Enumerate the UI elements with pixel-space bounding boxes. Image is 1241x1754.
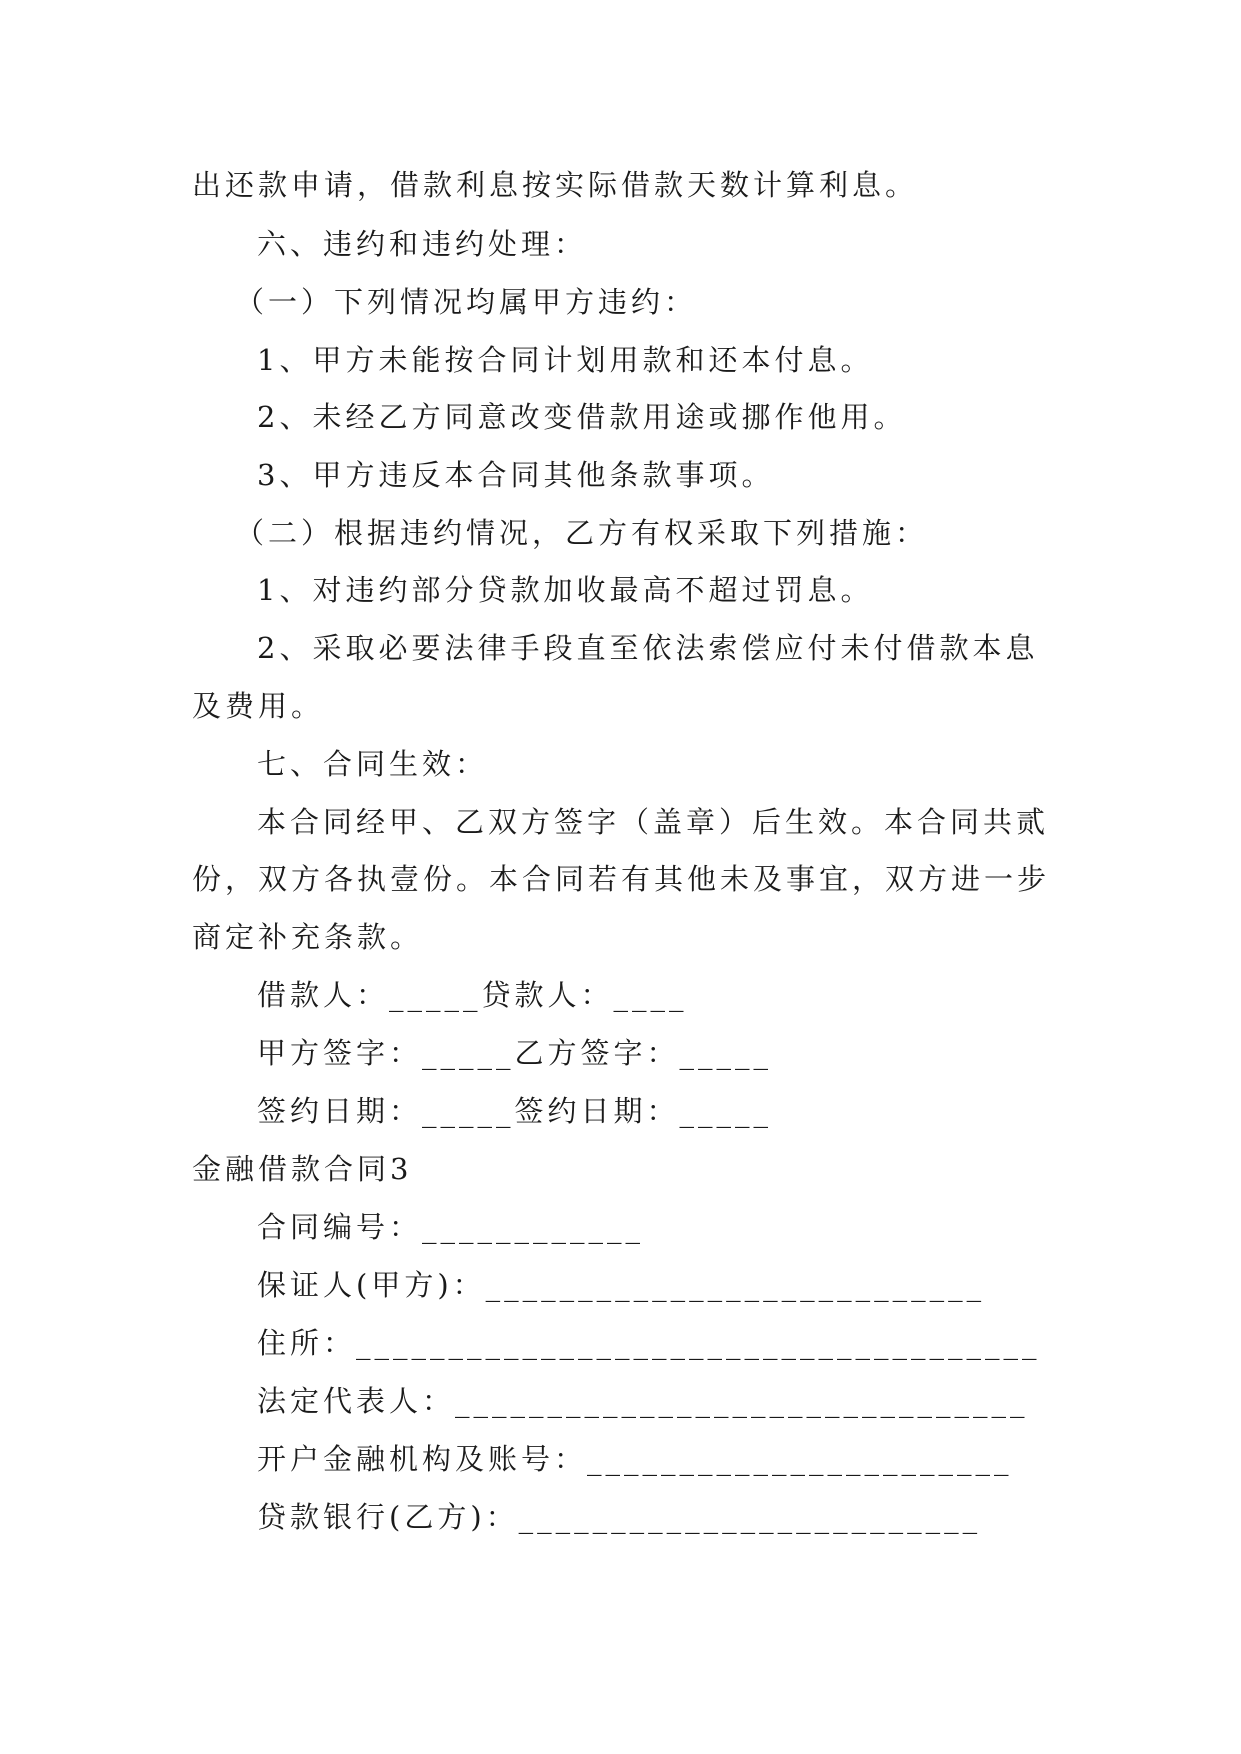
list-item: 2、采取必要法律手段直至依法索偿应付未付借款本息	[257, 631, 1039, 665]
list-item: 2、未经乙方同意改变借款用途或挪作他用。	[257, 400, 907, 434]
paragraph-line: 份，双方各执壹份。本合同若有其他未及事宜，双方进一步	[192, 862, 1051, 896]
paragraph-line: 及费用。	[192, 689, 325, 723]
signature-line-parties: 借款人：_____贷款人：____	[257, 978, 688, 1012]
list-item: 1、对违约部分贷款加收最高不超过罚息。	[257, 573, 874, 607]
subsection-heading-party-a-breach: （一）下列情况均属甲方违约：	[235, 285, 698, 319]
paragraph-line: 出还款申请，借款利息按实际借款天数计算利息。	[192, 168, 919, 202]
field-bank-account: 开户金融机构及账号：_______________________	[257, 1442, 1013, 1476]
signature-line-signatures: 甲方签字：_____乙方签字：_____	[257, 1036, 773, 1070]
document-title: 金融借款合同3	[192, 1152, 413, 1186]
paragraph-line: 商定补充条款。	[192, 920, 424, 954]
list-item: 3、甲方违反本合同其他条款事项。	[257, 458, 775, 492]
field-contract-number: 合同编号：____________	[257, 1210, 645, 1244]
field-legal-representative: 法定代表人：_______________________________	[257, 1384, 1029, 1418]
field-lending-bank: 贷款银行(乙方)：_________________________	[257, 1500, 982, 1534]
list-item: 1、甲方未能按合同计划用款和还本付息。	[257, 343, 874, 377]
signature-line-dates: 签约日期：_____签约日期：_____	[257, 1094, 773, 1128]
section-heading-effect: 七、合同生效：	[257, 747, 489, 781]
field-guarantor: 保证人(甲方)：___________________________	[257, 1268, 986, 1302]
field-address: 住所：_____________________________________	[257, 1326, 1041, 1360]
section-heading-breach: 六、违约和违约处理：	[257, 227, 588, 261]
subsection-heading-measures: （二）根据违约情况，乙方有权采取下列措施：	[235, 516, 929, 550]
paragraph-line: 本合同经甲、乙双方签字（盖章）后生效。本合同共贰	[257, 805, 1050, 839]
